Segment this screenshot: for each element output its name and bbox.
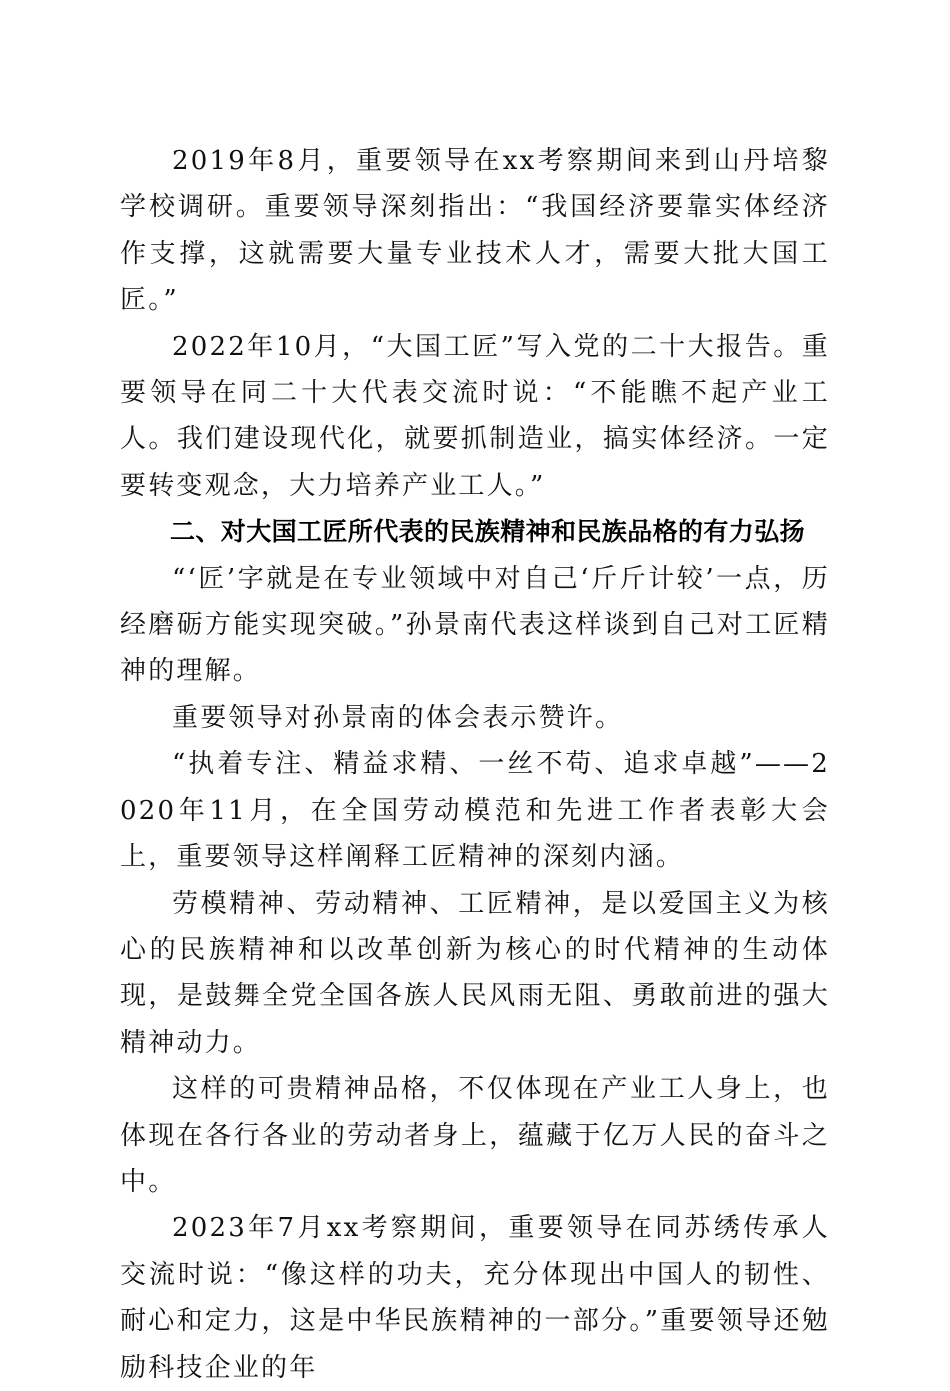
paragraph-sun-jingnan-quote: “‘匠’字就是在专业领域中对自己‘斤斤计较’一点，历经磨砺方能实现突破。”孙景南代表这样谈到自己对工匠精神的理解。 (120, 563, 830, 687)
section-heading: 二、对大国工匠所代表的民族精神和民族品格的有力弘扬 (170, 517, 806, 547)
paragraph-2023-embroidery: 2023年7月xx考察期间，重要领导在同苏绣传承人交流时说：“像这样的功夫，充分体现出中国人的韧性、耐心和定力，这是中华民族精神的一部分。”重要领导还勉励科技企业的年 (120, 1213, 830, 1383)
document-body (120, 138, 830, 1391)
paragraph-2022-report: 2022年10月，“大国工匠”写入党的二十大报告。重要领导在同二十大代表交流时说：“不能瞧不起产业工人。我们建设现代化，就要抓制造业，搞实体经济。一定要转变观念，大力培养产业工人。” (120, 331, 830, 501)
paragraph-approval: 重要领导对孙景南的体会表示赞许。 (172, 702, 624, 733)
paragraph-spiritual-quality: 这样的可贵精神品格，不仅体现在产业工人身上，也体现在各行各业的劳动者身上，蕴藏于亿万人民的奋斗之中。 (120, 1074, 830, 1197)
paragraph-craftsman-spirit-2020: “执着专注、精益求精、一丝不苟、追求卓越”——2020年11月，在全国劳动模范和先进工作者表彰大会上，重要领导这样阐释工匠精神的深刻内涵。 (120, 749, 830, 873)
paragraph-2019-visit: 2019年8月，重要领导在xx考察期间来到山丹培黎学校调研。重要领导深刻指出：“我国经济要靠实体经济作支撑，这就需要大量专业技术人才，需要大批大国工匠。” (120, 146, 830, 316)
paragraph-model-worker-spirit: 劳模精神、劳动精神、工匠精神，是以爱国主义为核心的民族精神和以改革创新为核心的时代精神的生动体现，是鼓舞全党全国各族人民风雨无阻、勇敢前进的强大精神动力。 (120, 888, 830, 1058)
